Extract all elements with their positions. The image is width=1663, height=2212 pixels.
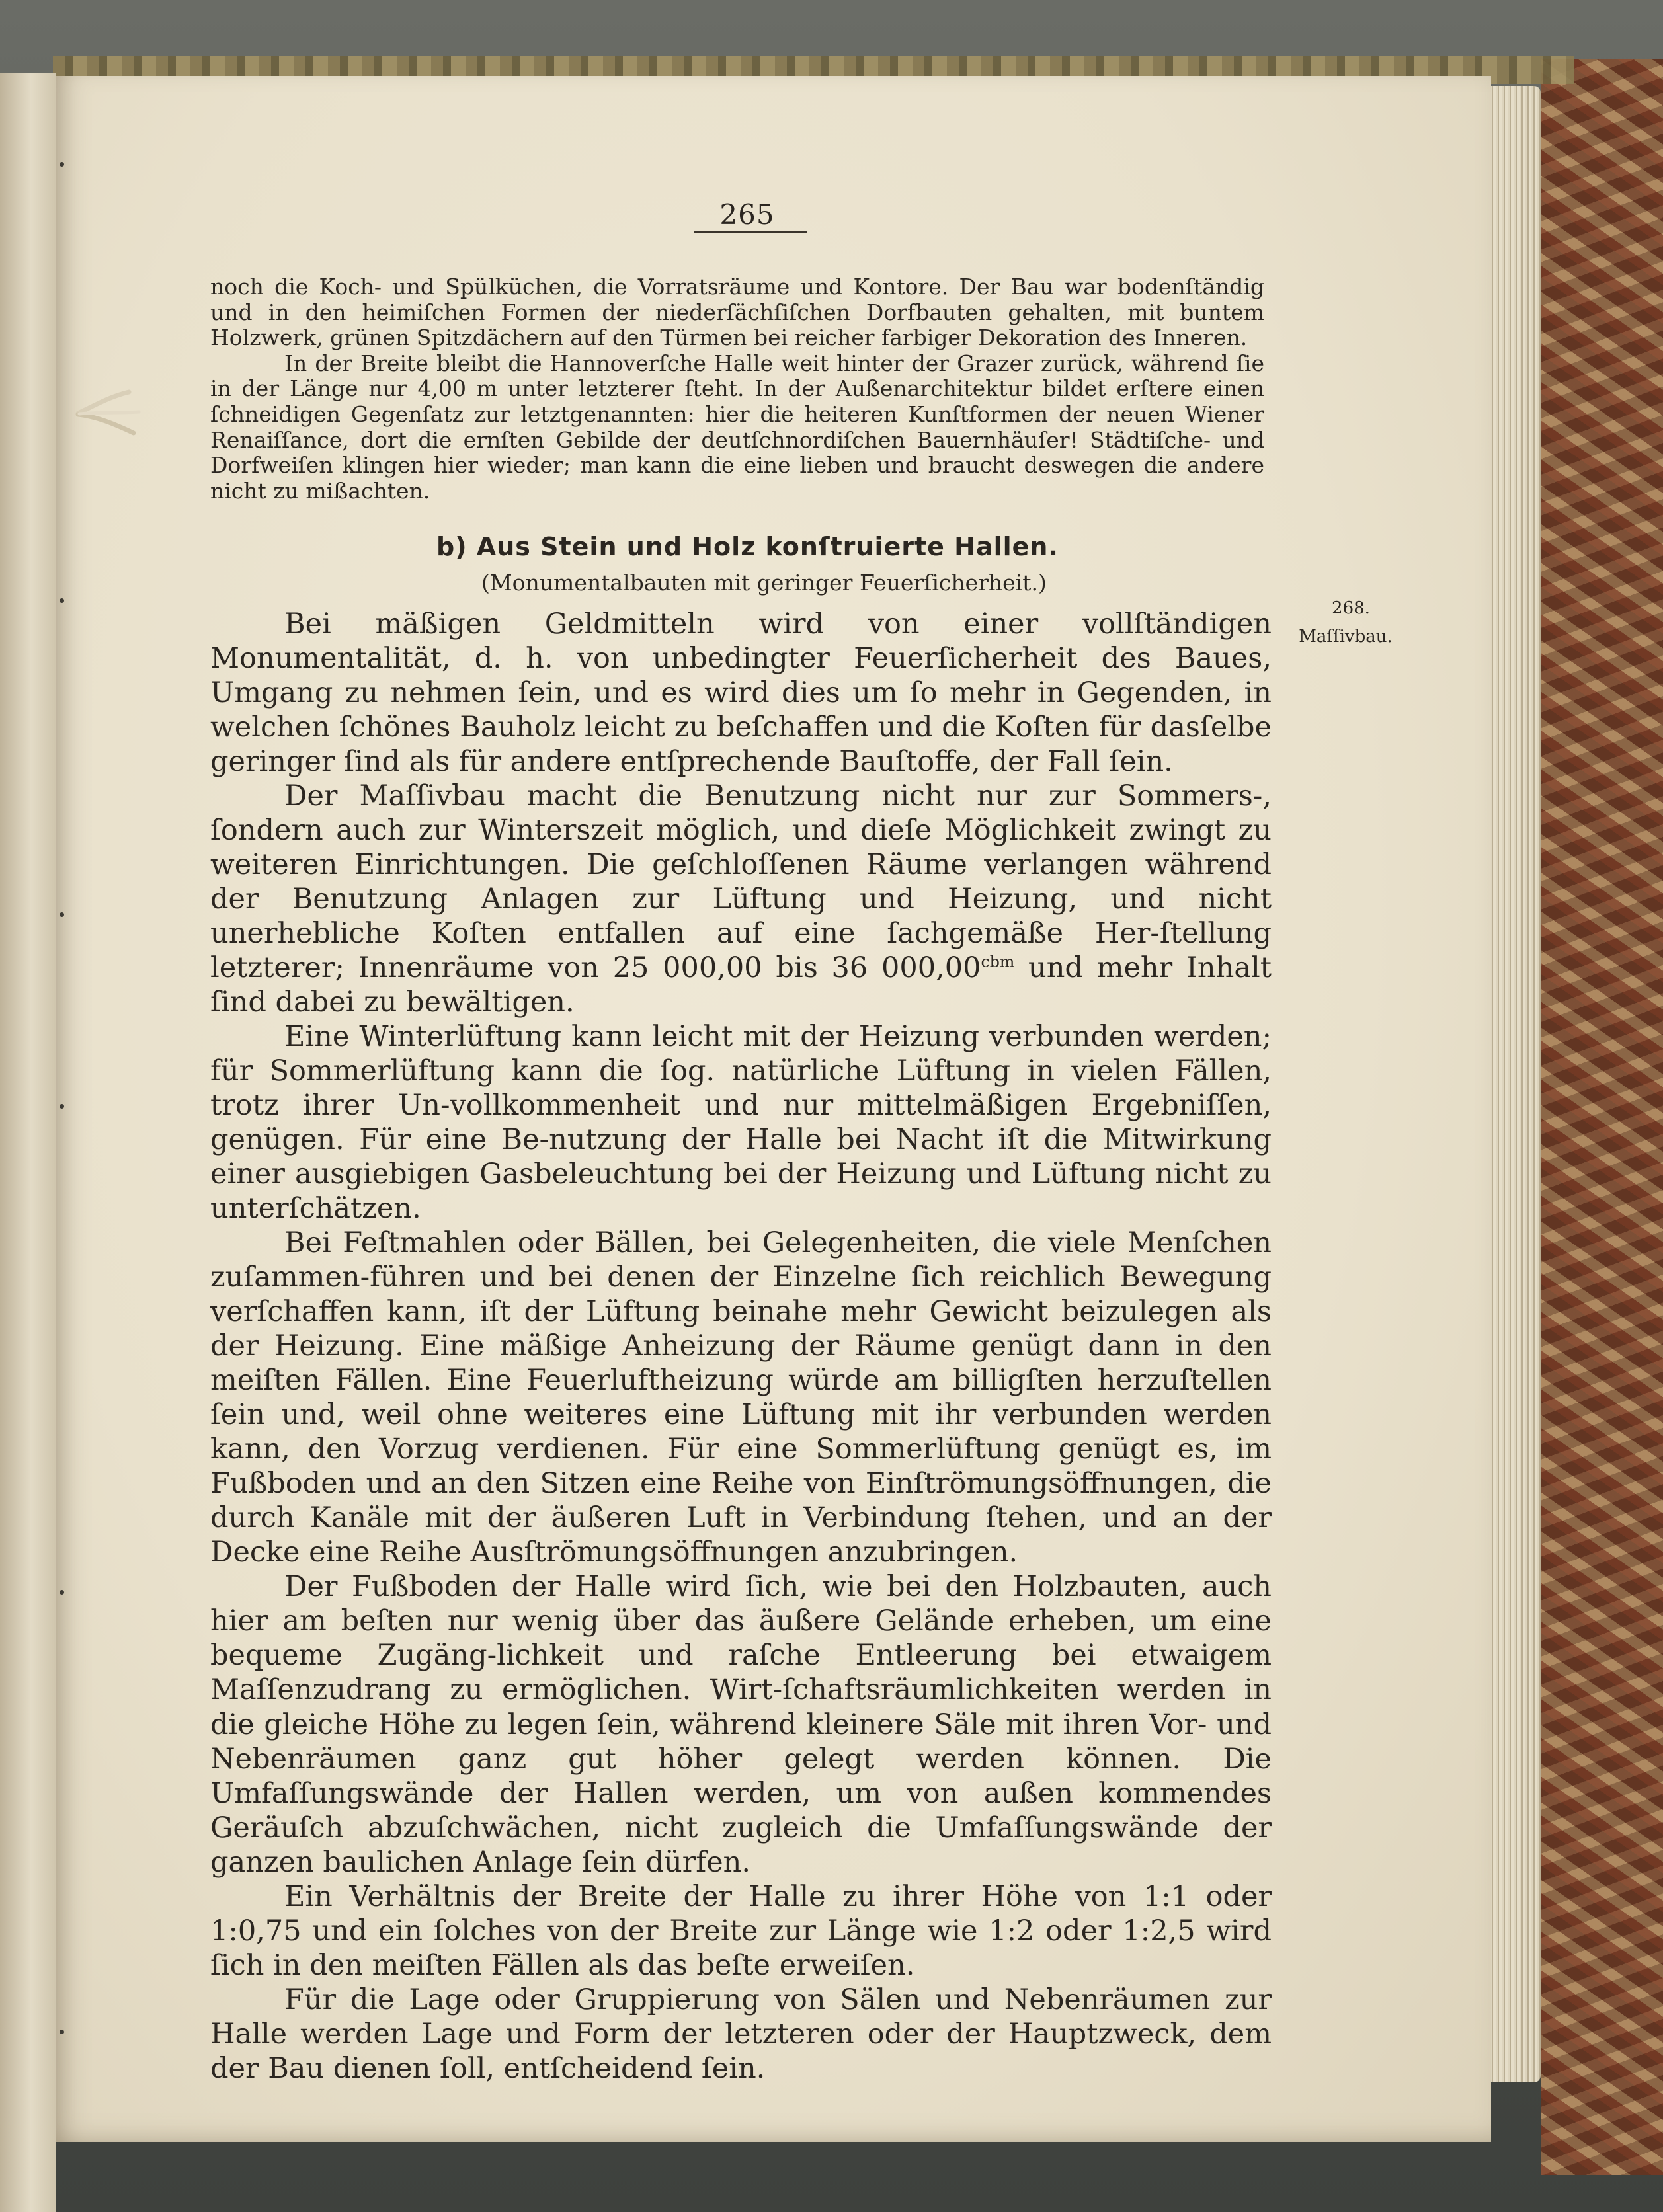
unit-superscript: cbm [981, 952, 1015, 971]
intro-text [210, 274, 1264, 504]
body-paragraph [210, 779, 1272, 1019]
body-paragraph: Für die Lage oder Gruppierung von Sälen und Nebenräumen zur Halle werden Lage und Form der letzteren oder der Hauptzweck, dem der Bau dienen ſoll, entſcheidend ſein. [210, 1983, 1272, 2085]
page-number: 265 [719, 198, 775, 231]
body-paragraph: Ein Verhältnis der Breite der Halle zu ihrer Höhe von 1:1 oder 1:0,75 und ein ſolches von der Breite zur Länge wie 1:2 oder 1:2,5 wird ſich in den meiſten Fällen als das beſte erweiſen. [210, 1879, 1272, 1982]
intro-paragraph: noch die Koch- und Spülküchen, die Vorratsräume und Kontore. Der Bau war bodenſtändig und in den heimiſchen Formen der niederſächſiſchen Dorfbauten gehalten, mit buntem Holzwerk, grünen Spitzdächern auf den Türmen bei reicher farbiger Dekoration des Inneren. [210, 274, 1264, 351]
body-paragraph-text: und mehr Inhalt ſind dabei zu bewältigen. [210, 951, 1272, 1019]
section-heading: b) Aus Stein und Holz konſtruierte Hallen. [436, 532, 1059, 561]
body-text [210, 607, 1272, 2086]
margin-note-number: 268. [1332, 598, 1370, 618]
body-paragraph: Bei Feſtmahlen oder Bällen, bei Gelegenheiten, die viele Menſchen zuſammen-führen und bei denen der Einzelne ſich reichlich Bewegung verſchaffen kann, iſt der Lüftung beinahe mehr Gewicht beizulegen als der Heizung. Eine mäßige Anheizung der Räume genügt dann in den meiſten Fällen. Eine Feuerluftheizung würde am billigſten herzuſtellen ſein und, weil ohne weiteres eine Lüftung mit ihr verbunden werden kann, den Vorzug verdienen. Für eine Sommerlüftung genügt es, im Fußboden und an den Sitzen eine Reihe von Einſtrömungsöffnungen, die durch Kanäle mit der äußeren Luft in Verbindung ſtehen, und an der Decke eine Reihe Ausſtrömungsöffnungen anzubringen. [210, 1226, 1272, 1569]
body-paragraph: Eine Winterlüftung kann leicht mit der Heizung verbunden werden; für Sommerlüftung kann die ſog. natürliche Lüftung in vielen Fällen, trotz ihrer Un-vollkommenheit und nur mittelmäßigen Ergebniſſen, genügen. Für eine Be-nutzung der Halle bei Nacht iſt die Mitwirkung einer ausgiebigen Gasbeleuchtung bei der Heizung und Lüftung nicht zu unterſchätzen. [210, 1020, 1272, 1226]
section-subheading: (Monumentalbauten mit geringer Feuerſicherheit.) [481, 570, 1047, 596]
margin-note-label: Maſſivbau. [1299, 627, 1393, 647]
body-paragraph-text: Der Maſſivbau macht die Benutzung nicht nur zur Sommers-, ſondern auch zur Winterszeit möglich, und dieſe Möglichkeit zwingt zu weiteren Einrichtungen. Die geſchloſſenen Räume verlangen während der Benutzung Anlagen zur Lüftung und Heizung, und nicht unerhebliche Koſten entfallen auf eine ſachgemäße Her-ſtellung letzterer; Innenräume von 25 000,00 bis 36 000,00 [210, 779, 1272, 985]
page-number-rule [694, 231, 807, 233]
body-paragraph: Der Fußboden der Halle wird ſich, wie bei den Holzbauten, auch hier am beſten nur wenig über das äußere Gelände erheben, um eine bequeme Zugäng-lichkeit und raſche Entleerung bei etwaigem Maſſenzudrang zu ermöglichen. Wirt-ſchaftsräumlichkeiten werden in die gleiche Höhe zu legen ſein, während kleinere Säle mit ihren Vor- und Nebenräumen ganz gut höher gelegt werden können. Die Umfaſſungswände der Hallen werden, um von außen kommendes Geräuſch abzuſchwächen, nicht zugleich die Umfaſſungswände der ganzen baulichen Anlage ſein dürfen. [210, 1570, 1272, 1879]
body-paragraph: Bei mäßigen Geldmitteln wird von einer vollſtändigen Monumentalität, d. h. von unbedingter Feuerſicherheit des Baues, Umgang zu nehmen ſein, und es wird dies um ſo mehr in Gegenden, in welchen ſchönes Bauholz leicht zu beſchaffen und die Koſten für dasſelbe geringer ſind als für andere entſprechende Bauſtoffe, der Fall ſein. [210, 608, 1272, 779]
intro-paragraph: In der Breite bleibt die Hannoverſche Halle weit hinter der Grazer zurück, während ſie in der Länge nur 4,00 m unter letzterer ſteht. In der Außenarchitektur bildet erſtere einen ſchneidigen Gegenſatz zur letztgenannten: hier die heiteren Kunſtformen der neuen Wiener Renaiſſance, dort die ernſten Gebilde der deutſchnordiſchen Bauernhäuſer! Städtiſche- und Dorfweiſen klingen hier wieder; man kann die eine lieben und braucht deswegen die andere nicht zu mißachten. [210, 350, 1264, 504]
